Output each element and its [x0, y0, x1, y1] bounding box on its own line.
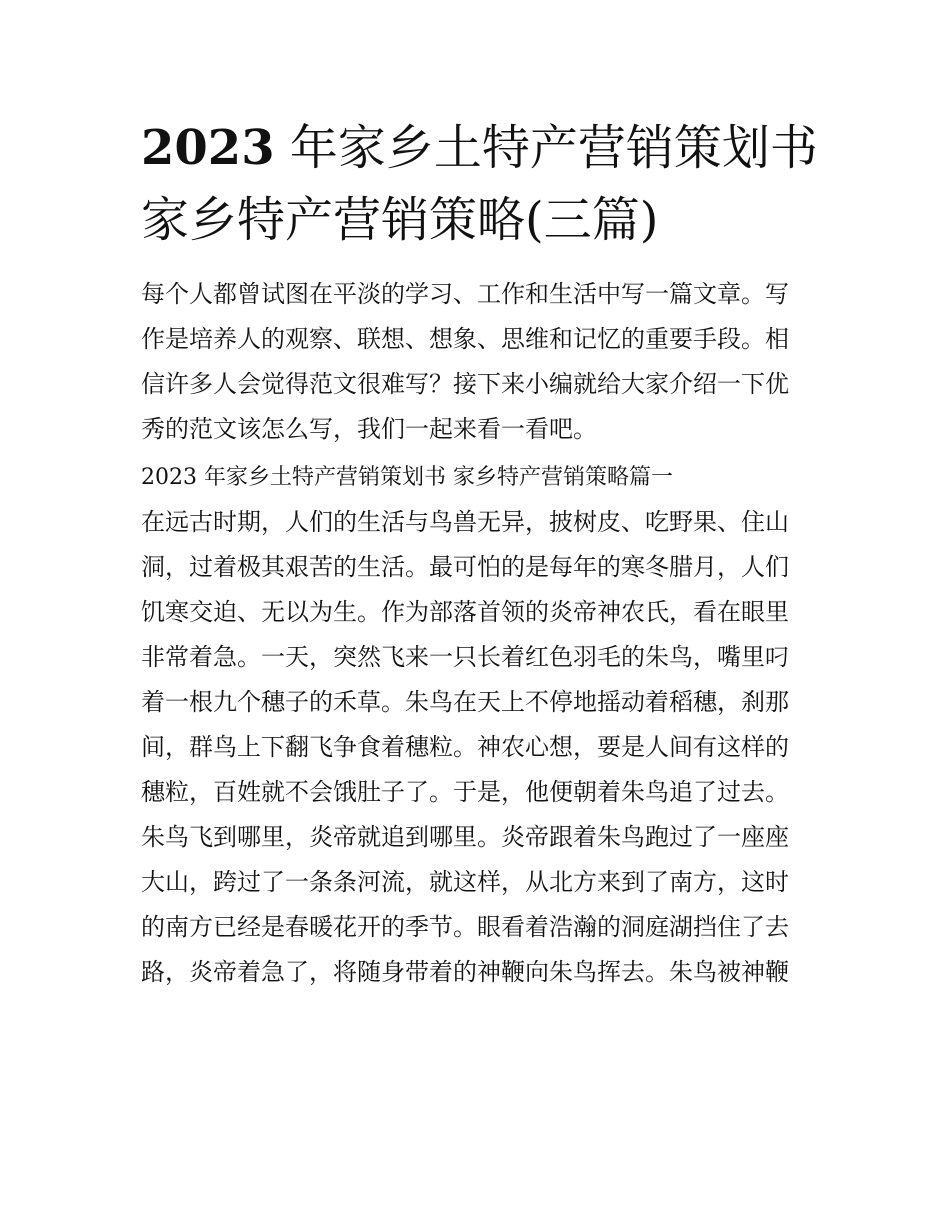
title-line-1-text: 年家乡土特产营销策划书	[274, 120, 818, 176]
document-title	[141, 112, 818, 256]
body-line: 在远古时期，人们的生活与鸟兽无异，披树皮、吃野果、住山	[141, 508, 789, 536]
intro-paragraph	[141, 272, 813, 452]
document-page	[141, 112, 818, 995]
body-line: 洞，过着极其艰苦的生活。最可怕的是每年的寒冬腊月，人们	[141, 553, 789, 581]
body-line: 大山，跨过了一条条河流，就这样，从北方来到了南方，这时	[141, 868, 789, 896]
section-heading: 2023 年家乡土特产营销策划书 家乡特产营销策略篇一	[141, 465, 673, 490]
intro-line: 秀的范文该怎么写，我们一起来看一看吧。	[141, 415, 597, 443]
title-line-1	[141, 112, 818, 184]
body-line: 朱鸟飞到哪里，炎帝就追到哪里。炎帝跟着朱鸟跑过了一座座	[141, 823, 789, 851]
body-line: 饥寒交迫、无以为生。作为部落首领的炎帝神农氏，看在眼里	[141, 598, 789, 626]
body-line: 着一根九个穗子的禾草。朱鸟在天上不停地摇动着稻穗，刹那	[141, 688, 789, 716]
title-year: 2023	[141, 120, 275, 176]
intro-line: 每个人都曾试图在平淡的学习、工作和生活中写一篇文章。写	[141, 280, 789, 308]
body-line: 路，炎帝着急了，将随身带着的神鞭向朱鸟挥去。朱鸟被神鞭	[141, 958, 789, 986]
body-line: 穗粒，百姓就不会饿肚子了。于是，他便朝着朱鸟追了过去。	[141, 778, 789, 806]
section-body	[141, 500, 813, 995]
body-line: 间，群鸟上下翻飞争食着穗粒。神农心想，要是人间有这样的	[141, 733, 789, 761]
body-line: 非常着急。一天，突然飞来一只长着红色羽毛的朱鸟，嘴里叼	[141, 643, 789, 671]
intro-line: 信许多人会觉得范文很难写？接下来小编就给大家介绍一下优	[141, 370, 789, 398]
body-line: 的南方已经是春暖花开的季节。眼看着浩瀚的洞庭湖挡住了去	[141, 913, 789, 941]
title-line-2: 家乡特产营销策略(三篇)	[141, 192, 659, 248]
intro-line: 作是培养人的观察、联想、想象、思维和记忆的重要手段。相	[141, 325, 789, 353]
